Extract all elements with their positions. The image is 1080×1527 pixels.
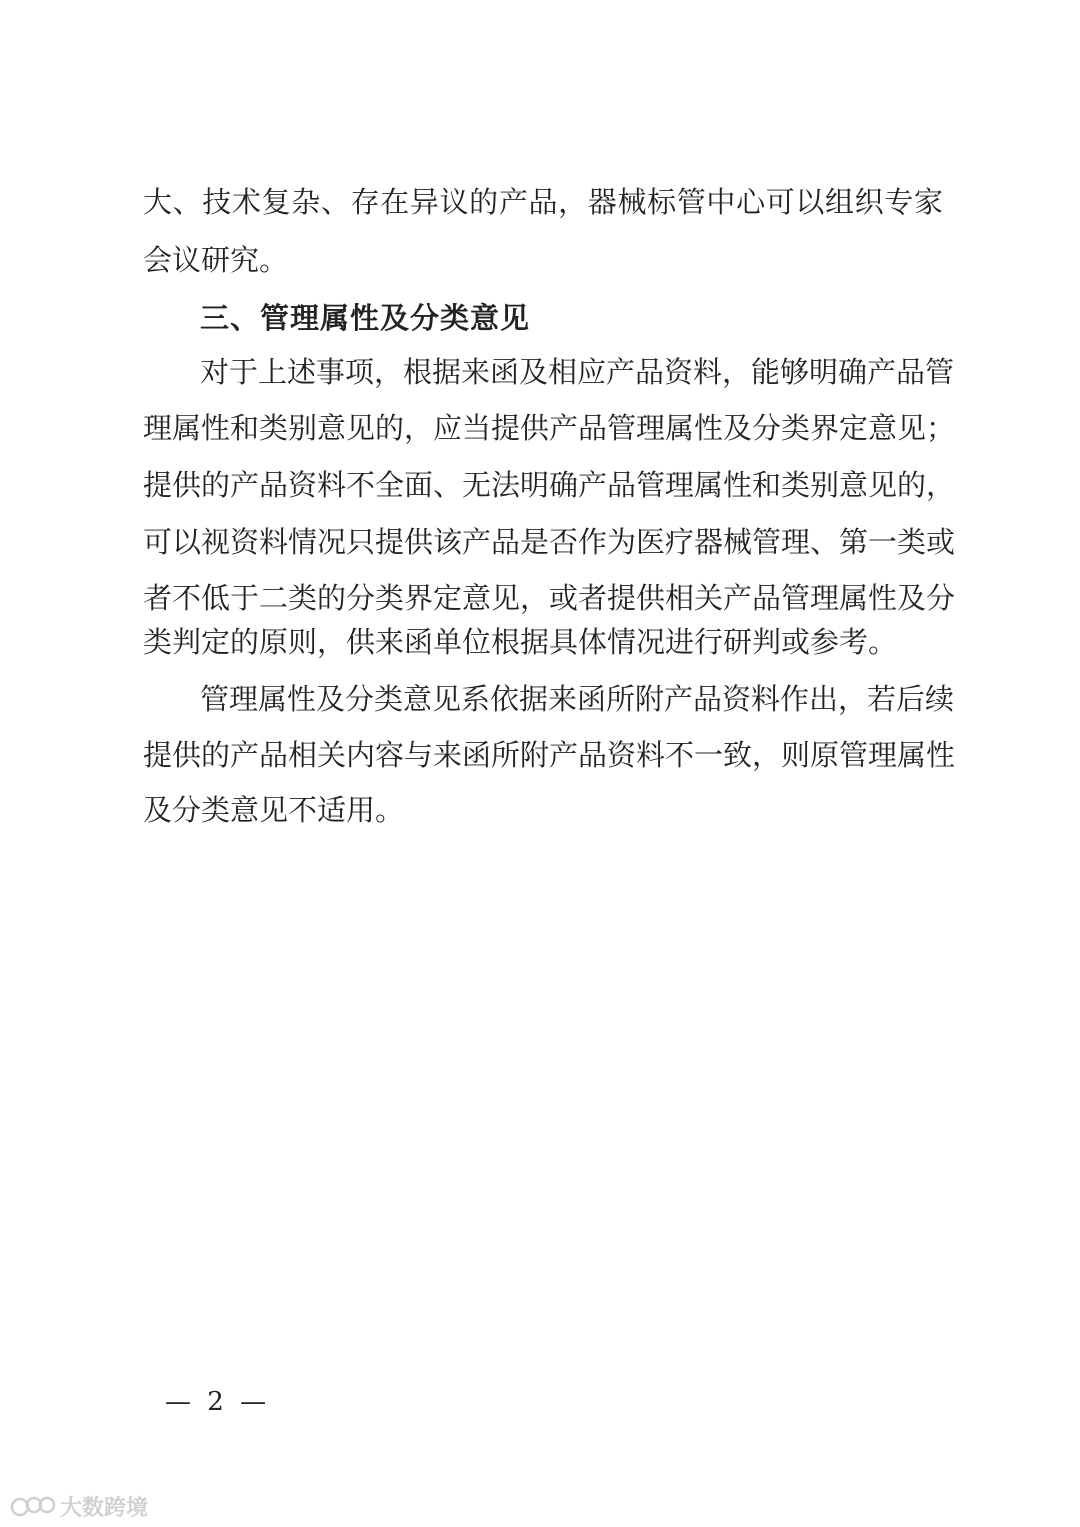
watermark-text: 大数跨境 (60, 1495, 149, 1521)
paragraph2-line-3: 及分类意见不适用。 (143, 793, 405, 827)
paragraph1-line-1: 对于上述事项，根据来函及相应产品资料，能够明确产品管 (200, 355, 955, 389)
paragraph1-line-6: 类判定的原则，供来函单位根据具体情况进行研判或参考。 (143, 625, 898, 659)
paragraph1-line-2: 理属性和类别意见的，应当提供产品管理属性及分类界定意见； (143, 411, 956, 445)
logo-icon (10, 1493, 56, 1519)
paragraph1-line-3: 提供的产品资料不全面、无法明确产品管理属性和类别意见的， (143, 468, 956, 502)
continuation-line-1: 大、技术复杂、存在异议的产品，器械标管中心可以组织专家 (143, 185, 943, 219)
continuation-line-2: 会议研究。 (143, 243, 289, 277)
page-number: — 2 — (165, 1387, 271, 1417)
paragraph2-line-1: 管理属性及分类意见系依据来函所附产品资料作出，若后续 (200, 682, 955, 716)
watermark (10, 1490, 148, 1522)
paragraph1-line-5: 者不低于二类的分类界定意见，或者提供相关产品管理属性及分 (143, 581, 956, 615)
section-heading: 三、管理属性及分类意见 (200, 301, 531, 335)
paragraph1-line-4: 可以视资料情况只提供该产品是否作为医疗器械管理、第一类或 (143, 525, 956, 559)
paragraph2-line-2: 提供的产品相关内容与来函所附产品资料不一致，则原管理属性 (143, 738, 956, 772)
